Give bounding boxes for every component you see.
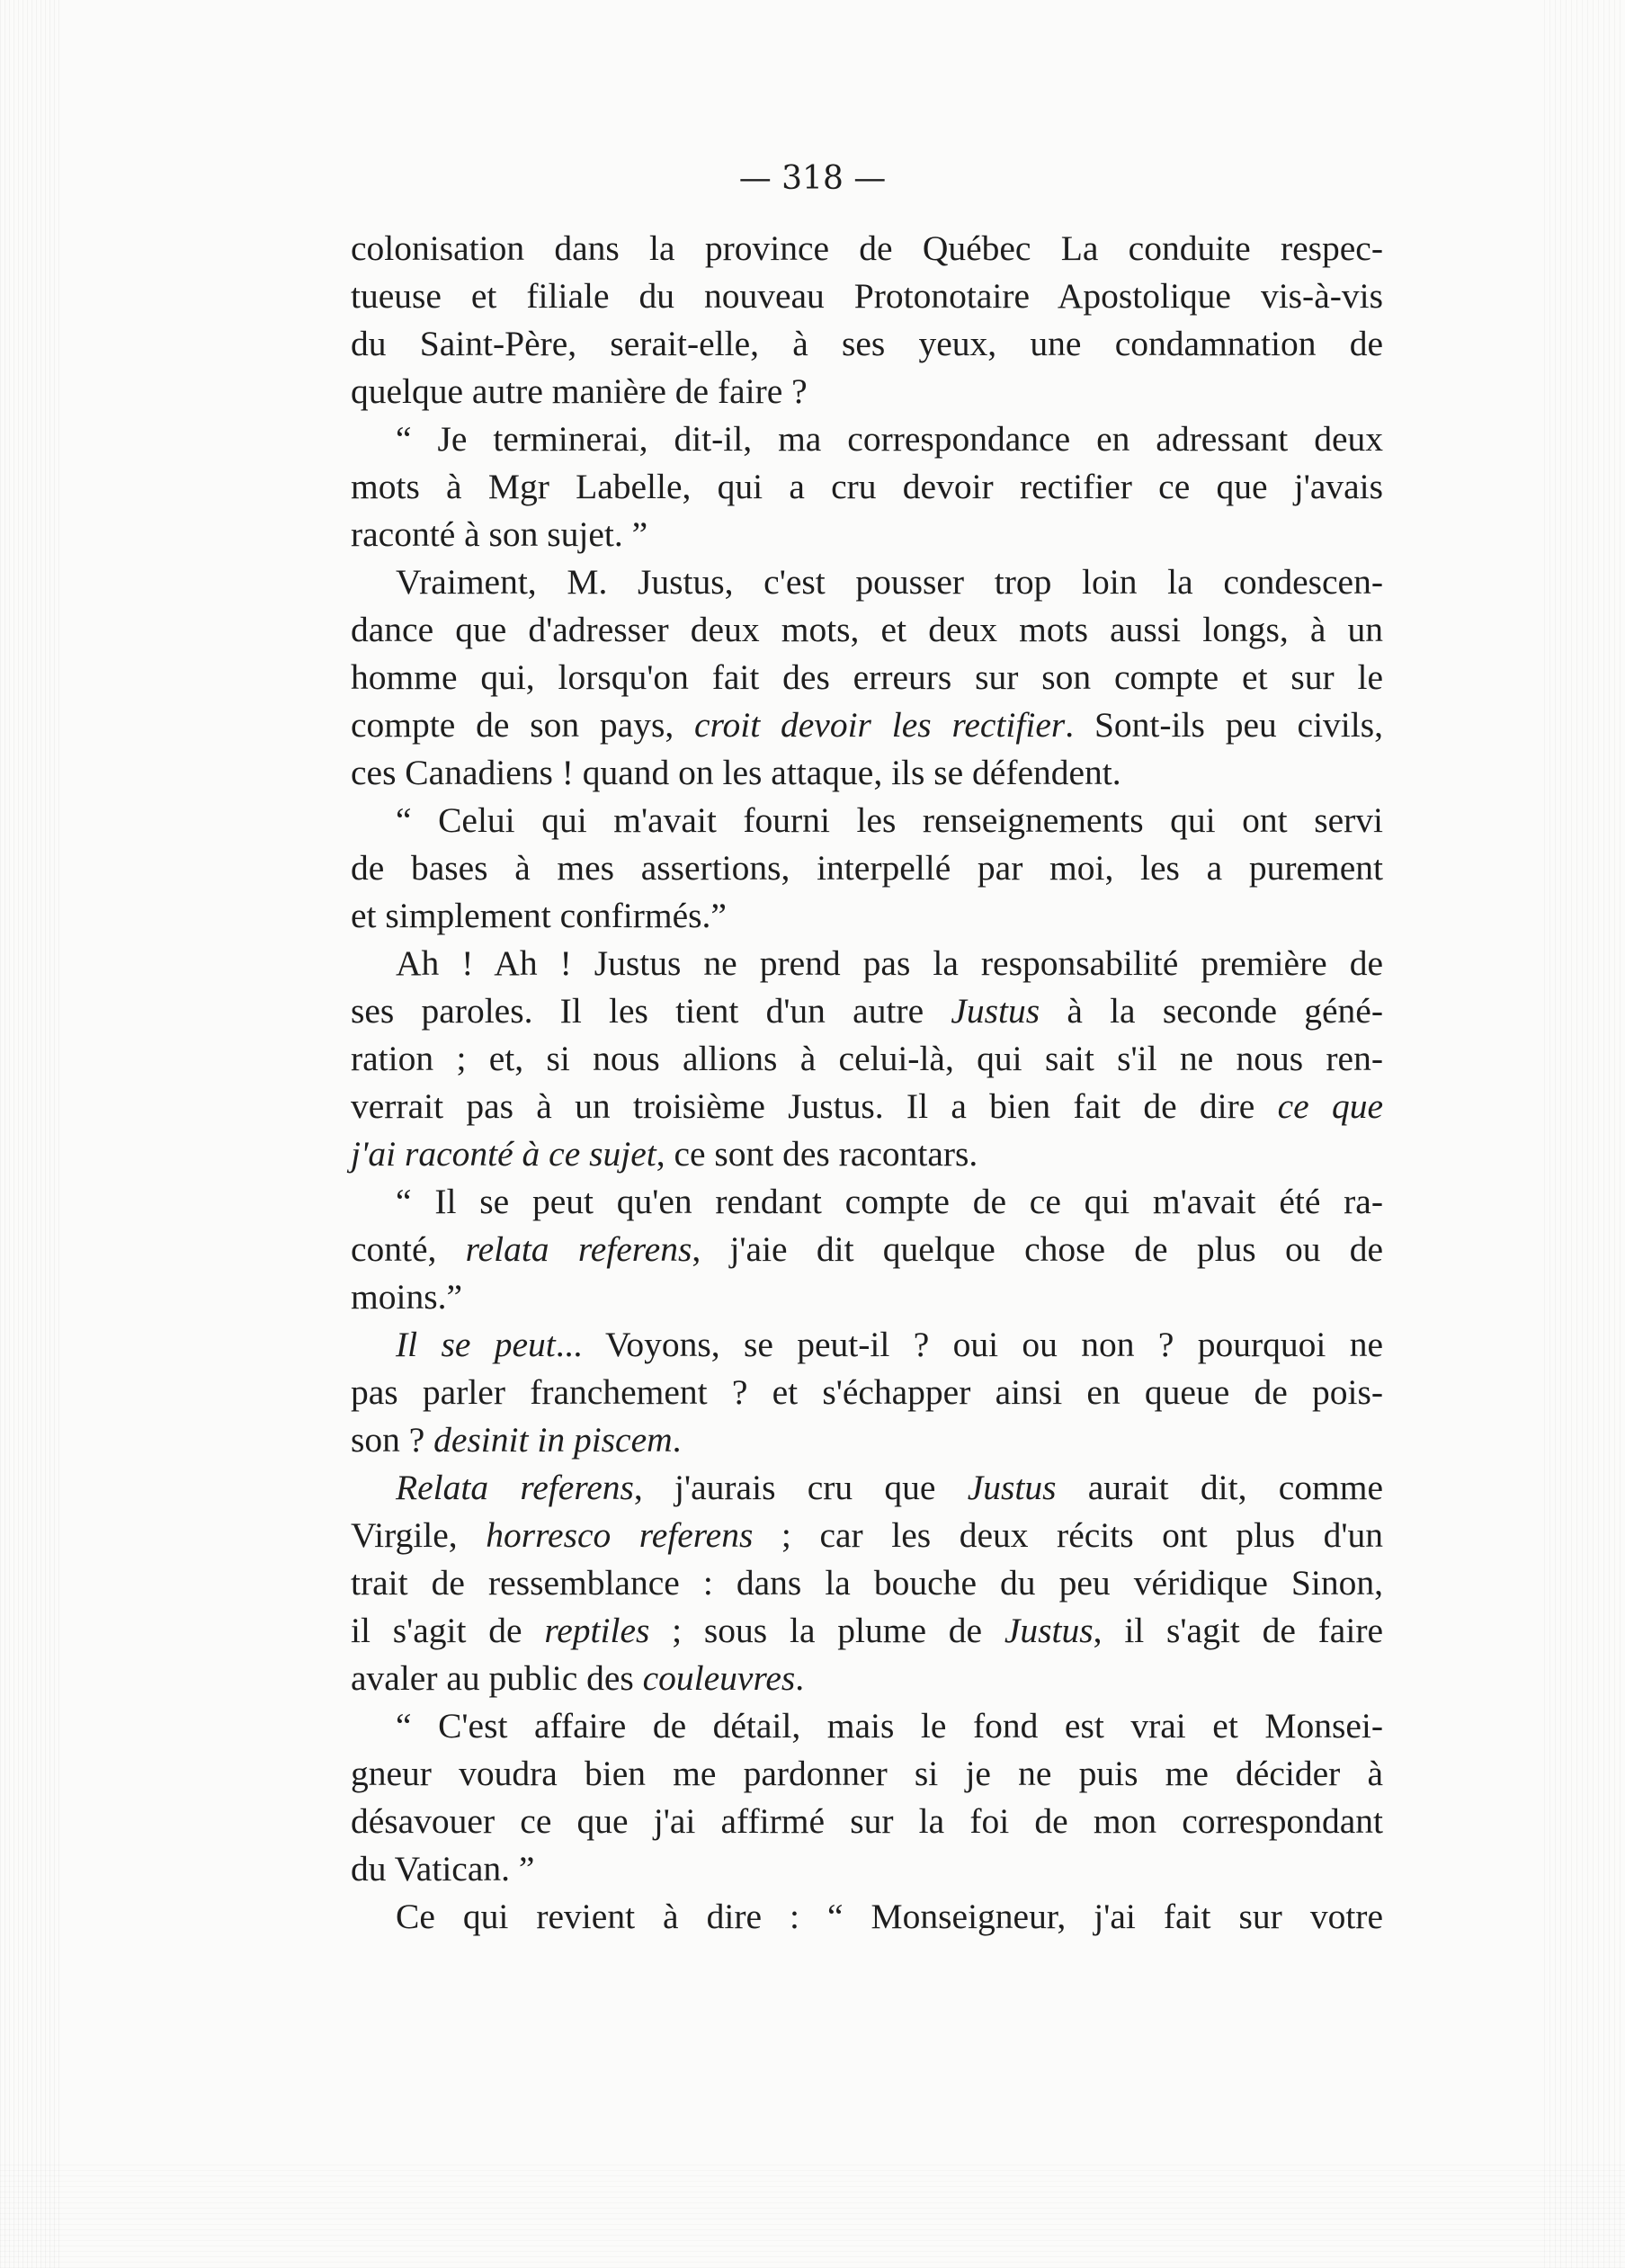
text-line: tueuse et filiale du nouveau Protonotaire Apostolique vis-à-vis [351,276,1383,316]
scan-noise-right [1544,0,1625,2268]
text-line: trait de ressemblance : dans la bouche du peu véridique Sinon, [351,1563,1383,1603]
text-line: dance que d'adresser deux mots, et deux mots aussi longs, à un [351,610,1383,649]
text-line: pas parler franchement ? et s'échapper ainsi en queue de pois- [351,1372,1383,1412]
text-line: Il se peut... Voyons, se peut-il ? oui ou non ? pourquoi ne [396,1325,1383,1364]
text-line: mots à Mgr Labelle, qui a cru devoir rectifier ce que j'avais [351,467,1383,506]
text-line: et simplement confirmés.” [351,896,727,935]
body-text [351,225,1383,1941]
text-line: quelque autre manière de faire ? [351,371,808,411]
text-line: ces Canadiens ! quand on les attaque, ils se défendent. [351,753,1121,792]
text-line: Relata referens, j'aurais cru que Justus aurait dit, comme [396,1468,1383,1507]
text-line: Vraiment, M. Justus, c'est pousser trop loin la condescen- [396,562,1383,602]
text-line: homme qui, lorsqu'on fait des erreurs sur son compte et sur le [351,657,1383,697]
text-line: verrait pas à un troisième Justus. Il a bien fait de dire ce que [351,1086,1383,1126]
text-line: raconté à son sujet. ” [351,514,648,554]
text-line: moins.” [351,1277,462,1317]
text-line: “ Il se peut qu'en rendant compte de ce qui m'avait été ra- [396,1182,1383,1221]
text-line: il s'agit de reptiles ; sous la plume de Justus, il s'agit de faire [351,1611,1383,1650]
text-line: “ Je terminerai, dit-il, ma correspondance en adressant deux [396,419,1383,459]
page-number: — 318 — [738,160,887,197]
text-line: compte de son pays, croit devoir les rectifier. Sont-ils peu civils, [351,705,1384,745]
text-line: ses paroles. Il les tient d'un autre Justus à la seconde géné- [351,991,1383,1031]
text-line: du Vatican. ” [351,1849,535,1889]
text-line: avaler au public des couleuvres. [351,1658,805,1698]
text-line: Ah ! Ah ! Justus ne prend pas la responsabilité première de [396,943,1383,983]
text-line: désavouer ce que j'ai affirmé sur la foi de mon correspondant [351,1801,1383,1841]
text-line: de bases à mes assertions, interpellé par moi, les a purement [351,848,1383,888]
scan-noise-bottom [0,2160,1625,2268]
text-line: ration ; et, si nous allions à celui-là, qui sait s'il ne nous ren- [351,1039,1383,1078]
scan-noise-left [0,0,63,2268]
text-line: Ce qui revient à dire : “ Monseigneur, j'ai fait sur votre [396,1897,1383,1936]
text-line: du Saint-Père, serait-elle, à ses yeux, une condamnation de [351,324,1383,363]
text-line: “ C'est affaire de détail, mais le fond est vrai et Monsei- [396,1706,1383,1746]
text-line: j'ai raconté à ce sujet, ce sont des racontars. [351,1134,978,1174]
text-line: “ Celui qui m'avait fourni les renseignements qui ont servi [396,800,1383,840]
text-line: Virgile, horresco referens ; car les deux récits ont plus d'un [351,1515,1384,1555]
text-line: son ? desinit in piscem. [351,1420,682,1460]
text-line: conté, relata referens, j'aie dit quelque chose de plus ou de [351,1229,1383,1269]
text-line: gneur voudra bien me pardonner si je ne puis me décider à [351,1754,1383,1793]
text-line: colonisation dans la province de Québec La conduite respec- [351,228,1383,268]
